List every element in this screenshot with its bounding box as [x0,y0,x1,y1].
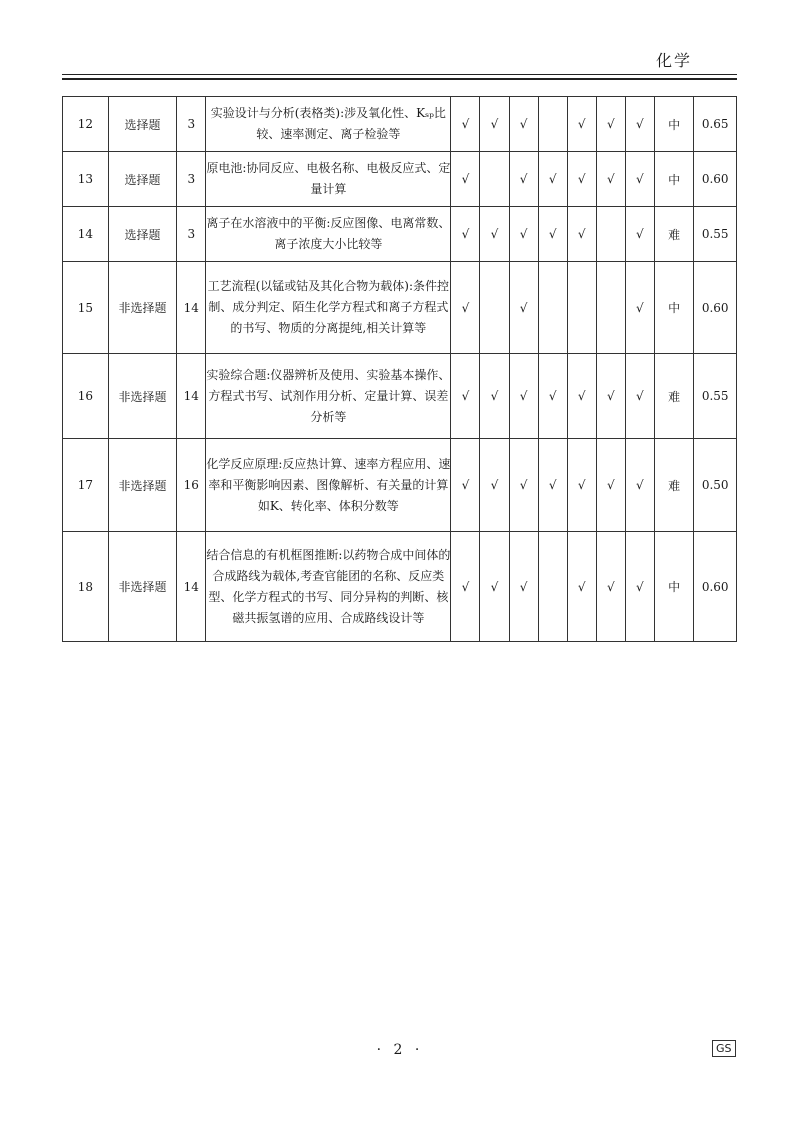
question-description: 工艺流程(以锰或钴及其化合物为载体):条件控制、成分判定、陌生化学方程式和离子方程式的书写、物质的分离提纯,相关计算等 [206,262,451,354]
question-type: 非选择题 [108,439,177,532]
check-mark: √ [596,532,625,642]
question-type: 非选择题 [108,532,177,642]
score-rate: 0.55 [694,207,737,262]
question-score: 3 [177,207,206,262]
question-number: 13 [63,152,109,207]
check-mark: √ [509,532,538,642]
check-mark: √ [596,439,625,532]
check-mark: √ [509,207,538,262]
score-rate: 0.60 [694,152,737,207]
check-mark: √ [451,207,480,262]
score-rate: 0.60 [694,262,737,354]
check-mark: √ [451,439,480,532]
check-mark: √ [451,262,480,354]
table-row [63,532,737,642]
difficulty-level: 难 [654,439,693,532]
check-mark: √ [567,97,596,152]
check-mark: √ [567,532,596,642]
question-score: 14 [177,354,206,439]
question-type: 选择题 [108,97,177,152]
check-mark: √ [538,207,567,262]
difficulty-level: 中 [654,532,693,642]
check-mark: √ [538,439,567,532]
check-mark: √ [538,354,567,439]
question-number: 15 [63,262,109,354]
difficulty-level: 中 [654,97,693,152]
check-mark: √ [596,97,625,152]
header-rule-thin [62,74,737,75]
difficulty-level: 中 [654,262,693,354]
table-row [63,262,737,354]
question-description: 离子在水溶液中的平衡:反应图像、电离常数、离子浓度大小比较等 [206,207,451,262]
question-score: 14 [177,262,206,354]
question-description: 结合信息的有机框图推断:以药物合成中间体的合成路线为载体,考查官能团的名称、反应类型、化学方程式的书写、同分异构的判断、核磁共振氢谱的应用、合成路线设计等 [206,532,451,642]
question-score: 14 [177,532,206,642]
check-mark: √ [509,152,538,207]
table-row [63,97,737,152]
check-mark: √ [625,207,654,262]
check-mark: √ [451,354,480,439]
score-rate: 0.50 [694,439,737,532]
question-number: 18 [63,532,109,642]
check-mark: √ [480,532,509,642]
check-mark: √ [567,207,596,262]
check-mark: √ [567,152,596,207]
question-description: 实验综合题:仪器辨析及使用、实验基本操作、方程式书写、试剂作用分析、定量计算、误差分析等 [206,354,451,439]
question-number: 17 [63,439,109,532]
check-mark: √ [625,262,654,354]
question-number: 14 [63,207,109,262]
score-rate: 0.60 [694,532,737,642]
check-mark [596,207,625,262]
table-row [63,439,737,532]
check-mark: √ [625,532,654,642]
question-number: 16 [63,354,109,439]
check-mark: √ [480,439,509,532]
check-mark: √ [509,439,538,532]
question-description: 原电池:协同反应、电极名称、电极反应式、定量计算 [206,152,451,207]
check-mark: √ [625,152,654,207]
check-mark: √ [480,354,509,439]
question-description: 化学反应原理:反应热计算、速率方程应用、速率和平衡影响因素、图像解析、有关量的计算如K、转化率、体积分数等 [206,439,451,532]
check-mark: √ [451,97,480,152]
check-mark: √ [451,152,480,207]
check-mark: √ [625,439,654,532]
difficulty-level: 中 [654,152,693,207]
publisher-code: GS [712,1040,736,1057]
question-number: 12 [63,97,109,152]
question-description: 实验设计与分析(表格类):涉及氧化性、Kₛₚ比较、速率测定、离子检验等 [206,97,451,152]
check-mark: √ [509,354,538,439]
exam-analysis-table [62,96,737,642]
check-mark [596,262,625,354]
check-mark: √ [625,354,654,439]
question-score: 3 [177,97,206,152]
table-row [63,354,737,439]
page-number: · 2 · [376,1042,424,1058]
question-type: 非选择题 [108,354,177,439]
check-mark [567,262,596,354]
subject-title: 化学 [655,51,692,70]
header-rule-thick [62,78,737,80]
question-type: 选择题 [108,152,177,207]
check-mark [538,262,567,354]
check-mark: √ [480,97,509,152]
check-mark [538,532,567,642]
table-row [63,207,737,262]
check-mark: √ [509,262,538,354]
check-mark: √ [567,439,596,532]
check-mark: √ [596,354,625,439]
score-rate: 0.55 [694,354,737,439]
question-type: 选择题 [108,207,177,262]
table-row [63,152,737,207]
question-score: 16 [177,439,206,532]
check-mark: √ [625,97,654,152]
check-mark: √ [538,152,567,207]
check-mark [538,97,567,152]
difficulty-level: 难 [654,207,693,262]
question-score: 3 [177,152,206,207]
check-mark: √ [509,97,538,152]
question-type: 非选择题 [108,262,177,354]
score-rate: 0.65 [694,97,737,152]
check-mark: √ [480,207,509,262]
check-mark: √ [567,354,596,439]
check-mark [480,262,509,354]
difficulty-level: 难 [654,354,693,439]
check-mark [480,152,509,207]
check-mark: √ [596,152,625,207]
check-mark: √ [451,532,480,642]
